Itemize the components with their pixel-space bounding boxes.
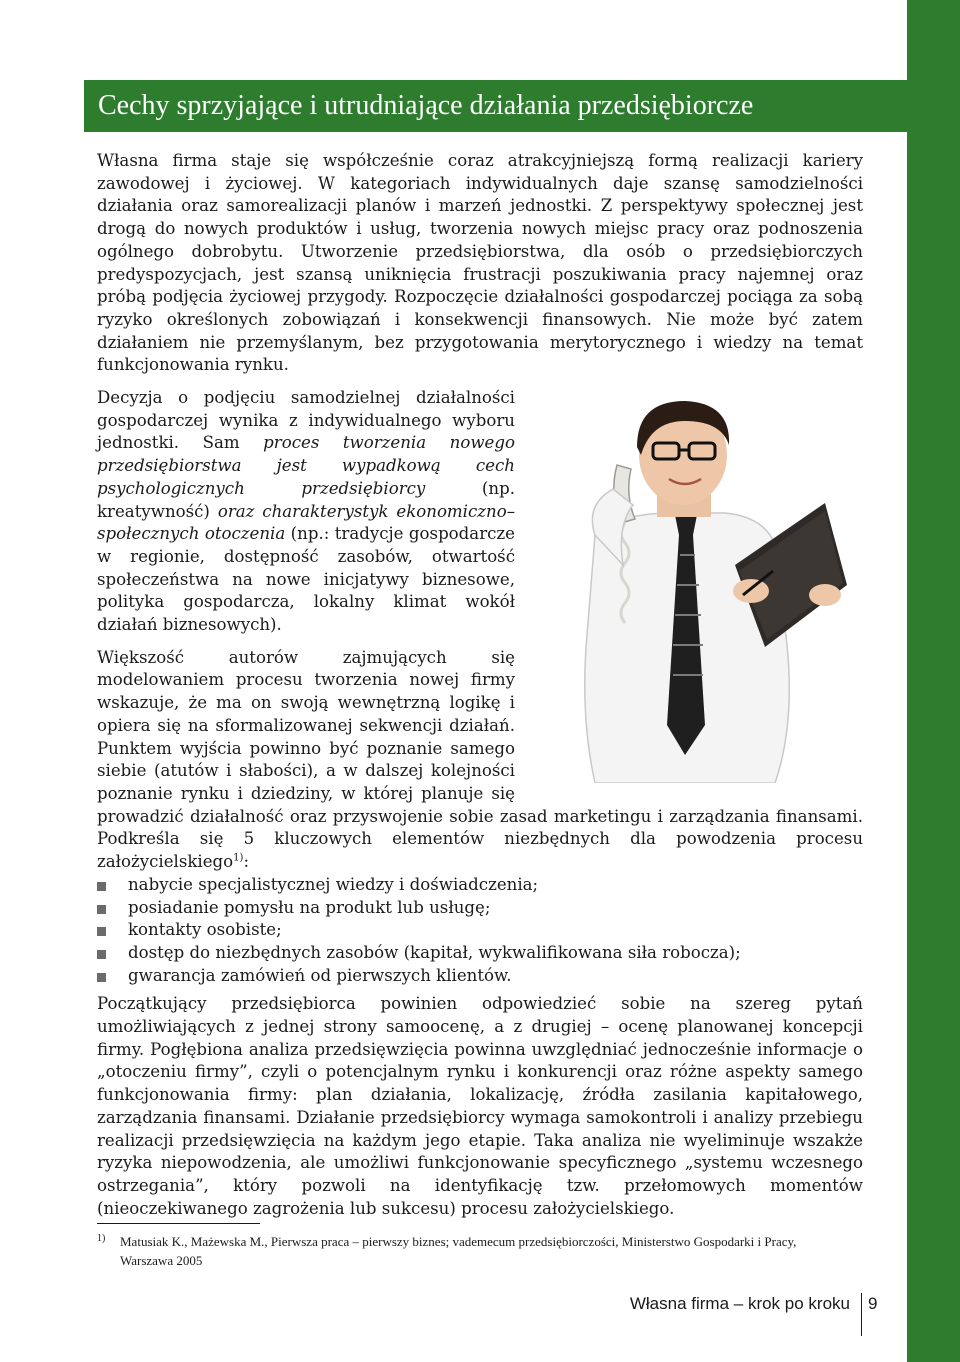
key-elements-list [97, 874, 863, 988]
footer-publication-title: Własna firma – krok po kroku [629, 1294, 850, 1313]
process-text-end: : [243, 852, 250, 872]
list-item: kontakty osobiste; [97, 919, 863, 942]
list-item: nabycie specjalistycznej wiedzy i doświadczenia; [97, 874, 863, 897]
decision-text-italic-1: proces tworzenia nowego przedsiębiorstwa jest wypadkową cech psychologicznych przedsiębiorcy [97, 433, 515, 498]
decision-text-italic-2: oraz charakterystyk ekonomiczno–społecznych otoczenia [97, 501, 515, 544]
footnote-number: 1) [97, 1233, 106, 1244]
decision-text-2: (np. kreatywność) [97, 478, 515, 521]
footer-divider [861, 1293, 862, 1336]
green-side-band [907, 0, 960, 1362]
footnote [97, 1232, 797, 1270]
analysis-paragraph: Początkujący przedsiębiorca powinien odpowiedzieć sobie na szereg pytań umożliwiających z jednej strony samoocenę, a z drugiej – ocenę planowanej koncepcji firmy. Pogłębiona analiza przedsięwzięcia powinna uwzględniać jednocześnie informacje o „otoczeniu firmy”, czyli o potencjalnym rynku i konkurencji oraz różne aspekty samego funkcjonowania firmy: plan działania, lokalizację, źródła zasilania kapitałowego, zarządzania finansami. Działanie przedsiębiorcy wymaga samokontroli i analizy przebiegu realizacji przedsięwzięcia na każdym jego etapie. Taka analiza nie wyeliminuje wszakże ryzyka niepowodzenia, ale umożliwi funkcjonowanie specyficznego „systemu wczesnego ostrzegania”, który pozwoli na identyfikację tzw. przełomowych momentów (nieoczekiwanego zagrożenia lub sukcesu) procesu założycielskiego. [97, 994, 863, 1218]
article-body [97, 150, 863, 1220]
page-number: 9 [868, 1294, 878, 1313]
footnote-text: Matusiak K., Mażewska M., Pierwsza praca – pierwszy biznes; vademecum przedsiębiorczości, Ministerstwo Gospodarki i Pracy, Warszawa 2005 [120, 1234, 797, 1268]
footnote-divider [97, 1223, 260, 1224]
decision-text-3: (np.: tradycje gospodarcze w regionie, dostępność zasobów, otwartość społeczeństwa na nowe inicjatywy biznesowe, polityka gospodarcza, lokalny klimat wokół działań biznesowych). [97, 524, 515, 635]
footnote-ref: 1) [233, 852, 244, 864]
process-text: Większość autorów zajmujących się modelowaniem procesu tworzenia nowej firmy wskazuje, że ma on swoją wewnętrzną logikę i opiera się na sformalizowanej sekwencji działań. Punktem wyjścia powinno być poznanie samego siebie (atutów i słabości), a w dalszej kolejności poznanie rynku i dziedziny, w której planuje się prowadzić działalność oraz przyswojenie sobie zasad marketingu i zarządzania finansami. Podkreśla się 5 kluczowych elementów niezbędnych dla powodzenia procesu założycielskiego [97, 647, 863, 872]
page-title: Cechy sprzyjające i utrudniające działania przedsiębiorcze [98, 90, 754, 121]
list-item: gwarancja zamówień od pierwszych klientów. [97, 965, 863, 988]
decision-text-1: Decyzja o podjęciu samodzielnej działalności gospodarczej wynika z indywidualnego wyboru jednostki. Sam [97, 388, 515, 453]
businessman-photo [525, 395, 863, 783]
list-item: dostęp do niezbędnych zasobów (kapitał, wykwalifikowana siła robocza); [97, 942, 863, 965]
title-bar [84, 80, 907, 132]
intro-paragraph: Własna firma staje się współcześnie coraz atrakcyjniejszą formą realizacji kariery zawodowej i życiowej. W kategoriach indywidualnych daje szansę samodzielności działania oraz samorealizacji planów i marzeń jednostki. Z perspektywy społecznej jest drogą do nowych produktów i usług, tworzenia nowych miejsc pracy oraz podnoszenia ogólnego dobrobytu. Utworzenie przedsiębiorstwa, dla osób o przedsiębiorczych predyspozycjach, jest szansą uniknięcia frustracji poszukiwania pracy najemnej oraz próbą podjęcia życiowej przygody. Rozpoczęcie działalności gospodarczej pociąga za sobą ryzyko określonych zobowiązań i konsekwencji finansowych. Nie może być zatem działaniem nie przemyślanym, bez przygotowania merytorycznego i wiedzy na temat funkcjonowania rynku. [97, 151, 863, 375]
list-item: posiadanie pomysłu na produkt lub usługę; [97, 897, 863, 920]
